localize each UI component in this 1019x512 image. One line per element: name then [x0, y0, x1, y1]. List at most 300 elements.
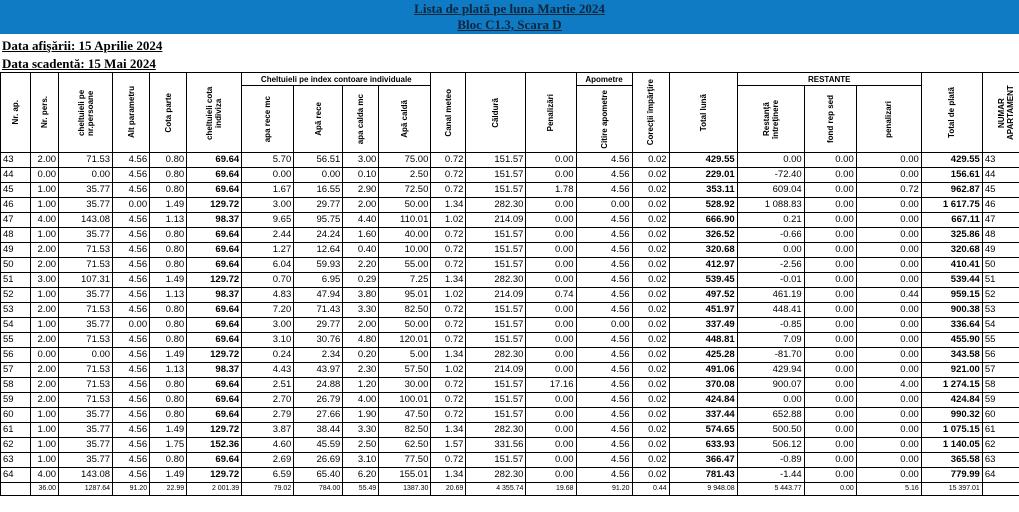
- table-cell: 667.11: [921, 213, 982, 228]
- table-cell: 57: [982, 363, 1019, 378]
- table-cell: 0.00: [526, 393, 576, 408]
- column-header: [31, 73, 59, 153]
- table-cell: 71.53: [59, 258, 113, 273]
- table-cell: 44: [982, 168, 1019, 183]
- table-cell: 0.80: [150, 408, 187, 423]
- column-header-label: apa calda mc: [356, 93, 366, 145]
- table-cell: 0.00: [856, 453, 921, 468]
- table-cell: 4.56: [113, 183, 150, 198]
- table-cell: 1 274.15: [921, 378, 982, 393]
- table-cell: 4.56: [576, 348, 632, 363]
- table-cell: 0.80: [150, 303, 187, 318]
- table-cell: 4.80: [343, 333, 379, 348]
- table-cell: 61: [1, 423, 31, 438]
- table-cell: 71.53: [59, 333, 113, 348]
- table-cell: 4.00: [343, 393, 379, 408]
- table-cell: 1.49: [150, 468, 187, 483]
- table-cell: 1.13: [150, 363, 187, 378]
- table-cell: 16.55: [294, 183, 343, 198]
- table-cell: 0.74: [526, 288, 576, 303]
- table-cell: 48: [1, 228, 31, 243]
- table-cell: 71.53: [59, 393, 113, 408]
- table-cell: 3.30: [343, 423, 379, 438]
- table-cell: 497.52: [669, 288, 737, 303]
- table-cell: 6.95: [294, 273, 343, 288]
- table-cell: 50.00: [379, 198, 431, 213]
- page-subtitle: Bloc C1.3, Scara D: [457, 17, 562, 32]
- table-cell: 0.00: [242, 168, 294, 183]
- table-cell: 0.20: [343, 348, 379, 363]
- table-cell: 539.44: [921, 273, 982, 288]
- table-cell: 282.30: [466, 348, 526, 363]
- table-cell: 95.75: [294, 213, 343, 228]
- table-cell: 45.59: [294, 438, 343, 453]
- table-cell: 40.00: [379, 228, 431, 243]
- table-cell: 107.31: [59, 273, 113, 288]
- table-cell: 4.00: [31, 468, 59, 483]
- table-cell: 0.00: [576, 318, 632, 333]
- table-cell: 0.72: [431, 228, 466, 243]
- total-cell: 20.69: [431, 483, 466, 496]
- table-cell: 0.02: [632, 453, 669, 468]
- table-row: [1, 303, 1019, 318]
- table-cell: -0.85: [737, 318, 804, 333]
- table-cell: 4.56: [113, 243, 150, 258]
- table-cell: 1.00: [31, 198, 59, 213]
- table-cell: 779.99: [921, 468, 982, 483]
- table-cell: 0.00: [856, 198, 921, 213]
- table-cell: 4.56: [113, 348, 150, 363]
- table-cell: 539.45: [669, 273, 737, 288]
- total-cell: 91.20: [113, 483, 150, 496]
- table-cell: 69.64: [187, 153, 242, 168]
- table-cell: 129.72: [187, 198, 242, 213]
- column-header-label: cheltuieli pe nr.persoane: [76, 89, 95, 136]
- table-cell: 0.10: [343, 168, 379, 183]
- table-cell: 5.00: [379, 348, 431, 363]
- column-header-label: Corecţii împărţire: [646, 79, 656, 146]
- table-cell: 69.64: [187, 393, 242, 408]
- table-cell: 54: [1, 318, 31, 333]
- table-cell: 64: [982, 468, 1019, 483]
- table-cell: 24.88: [294, 378, 343, 393]
- payment-table: [0, 72, 1019, 496]
- table-cell: 17.16: [526, 378, 576, 393]
- table-cell: 71.53: [59, 378, 113, 393]
- table-row: [1, 438, 1019, 453]
- table-cell: 98.37: [187, 288, 242, 303]
- due-date: Data scadentă: 15 Mai 2024: [2, 56, 156, 71]
- column-header: [379, 86, 431, 153]
- table-cell: 0.00: [804, 168, 856, 183]
- table-cell: 1.34: [431, 348, 466, 363]
- table-cell: 0.00: [856, 423, 921, 438]
- table-cell: 4.56: [576, 243, 632, 258]
- column-header-label: Apă caldă: [400, 100, 410, 138]
- table-cell: 4.56: [576, 333, 632, 348]
- table-cell: 666.90: [669, 213, 737, 228]
- total-cell: 1387.30: [379, 483, 431, 496]
- table-cell: 0.00: [856, 438, 921, 453]
- table-cell: 0.00: [526, 348, 576, 363]
- table-cell: 1 075.15: [921, 423, 982, 438]
- column-header-label: Restanţă întreţinere: [761, 99, 780, 139]
- table-cell: 1.02: [431, 363, 466, 378]
- table-cell: 0.00: [804, 438, 856, 453]
- table-cell: 35.77: [59, 408, 113, 423]
- table-cell: 282.30: [466, 423, 526, 438]
- table-cell: 4.56: [113, 468, 150, 483]
- table-cell: 2.00: [343, 198, 379, 213]
- table-cell: 0.02: [632, 258, 669, 273]
- table-cell: -72.40: [737, 168, 804, 183]
- table-cell: 0.72: [431, 153, 466, 168]
- table-cell: 0.00: [737, 393, 804, 408]
- table-cell: 53: [1, 303, 31, 318]
- table-cell: 29.77: [294, 318, 343, 333]
- table-cell: 100.01: [379, 393, 431, 408]
- column-header-label: Alt parametru: [126, 86, 136, 139]
- table-cell: 35.77: [59, 438, 113, 453]
- total-cell: 91.20: [576, 483, 632, 496]
- table-cell: 0.72: [431, 453, 466, 468]
- table-cell: 0.00: [526, 468, 576, 483]
- table-cell: 49: [1, 243, 31, 258]
- table-cell: 0.00: [856, 408, 921, 423]
- table-cell: 2.70: [242, 393, 294, 408]
- table-cell: 0.00: [526, 363, 576, 378]
- table-cell: 1.00: [31, 438, 59, 453]
- table-cell: 71.53: [59, 243, 113, 258]
- table-cell: 151.57: [466, 153, 526, 168]
- table-cell: 0.00: [804, 273, 856, 288]
- table-cell: 331.56: [466, 438, 526, 453]
- table-cell: 155.01: [379, 468, 431, 483]
- table-cell: 0.00: [59, 168, 113, 183]
- table-cell: 0.44: [856, 288, 921, 303]
- table-cell: 75.00: [379, 153, 431, 168]
- table-cell: 56: [982, 348, 1019, 363]
- table-cell: 3.00: [31, 273, 59, 288]
- column-header-label: Cota parte: [163, 92, 173, 133]
- table-cell: 12.64: [294, 243, 343, 258]
- table-cell: 62.50: [379, 438, 431, 453]
- table-cell: 1.49: [150, 348, 187, 363]
- table-cell: 50.00: [379, 318, 431, 333]
- table-cell: 0.00: [804, 393, 856, 408]
- table-row: [1, 468, 1019, 483]
- table-cell: 429.55: [921, 153, 982, 168]
- table-cell: 69.64: [187, 168, 242, 183]
- table-cell: 4.60: [242, 438, 294, 453]
- column-header: [343, 86, 379, 153]
- table-cell: 0.00: [59, 348, 113, 363]
- table-cell: 0.00: [804, 453, 856, 468]
- table-cell: 0.02: [632, 168, 669, 183]
- table-row: [1, 393, 1019, 408]
- table-cell: 0.72: [431, 258, 466, 273]
- total-cell: 22.99: [150, 483, 187, 496]
- table-cell: 27.66: [294, 408, 343, 423]
- table-cell: 58: [1, 378, 31, 393]
- table-row: [1, 348, 1019, 363]
- table-cell: 4.43: [242, 363, 294, 378]
- table-cell: 4.56: [576, 303, 632, 318]
- table-cell: 0.00: [526, 168, 576, 183]
- table-cell: 0.80: [150, 243, 187, 258]
- table-cell: 4.56: [113, 333, 150, 348]
- table-cell: 1.60: [343, 228, 379, 243]
- table-cell: 959.15: [921, 288, 982, 303]
- column-header: [113, 73, 150, 153]
- table-cell: 2.00: [31, 153, 59, 168]
- table-cell: 282.30: [466, 198, 526, 213]
- column-header-label: Citire apometre: [599, 89, 609, 149]
- table-cell: 1.00: [31, 408, 59, 423]
- table-cell: 65.40: [294, 468, 343, 483]
- table-cell: 461.19: [737, 288, 804, 303]
- table-cell: 4.56: [113, 258, 150, 273]
- table-cell: 69.64: [187, 453, 242, 468]
- column-header-label: Total de plată: [947, 87, 957, 138]
- table-cell: 1.00: [31, 183, 59, 198]
- table-cell: 69.64: [187, 228, 242, 243]
- table-cell: 35.77: [59, 288, 113, 303]
- table-cell: 1.49: [150, 273, 187, 288]
- table-cell: 1.49: [150, 423, 187, 438]
- table-cell: 6.59: [242, 468, 294, 483]
- table-cell: 4.00: [31, 213, 59, 228]
- table-cell: 143.08: [59, 213, 113, 228]
- table-cell: 7.20: [242, 303, 294, 318]
- table-cell: 1.20: [343, 378, 379, 393]
- table-cell: 0.00: [526, 243, 576, 258]
- table-cell: 0.00: [856, 318, 921, 333]
- table-cell: 30.00: [379, 378, 431, 393]
- table-cell: 151.57: [466, 258, 526, 273]
- table-cell: 24.24: [294, 228, 343, 243]
- totals-row: [1, 483, 1019, 496]
- table-cell: 95.01: [379, 288, 431, 303]
- table-cell: 0.00: [576, 198, 632, 213]
- table-cell: 59: [982, 393, 1019, 408]
- table-cell: 652.88: [737, 408, 804, 423]
- table-cell: 45: [982, 183, 1019, 198]
- table-cell: 320.68: [669, 243, 737, 258]
- table-cell: 0.00: [804, 183, 856, 198]
- table-cell: 990.32: [921, 408, 982, 423]
- table-row: [1, 318, 1019, 333]
- table-cell: 2.00: [343, 318, 379, 333]
- table-cell: 2.00: [31, 303, 59, 318]
- table-cell: 143.08: [59, 468, 113, 483]
- table-cell: 528.92: [669, 198, 737, 213]
- table-cell: 2.00: [31, 378, 59, 393]
- column-header-label: Nr. ap.: [11, 100, 20, 125]
- total-cell: 79.02: [242, 483, 294, 496]
- table-cell: 2.44: [242, 228, 294, 243]
- table-cell: 1.02: [431, 213, 466, 228]
- column-header: [187, 73, 242, 153]
- table-cell: 60: [1, 408, 31, 423]
- table-cell: 4.56: [576, 363, 632, 378]
- table-cell: 4.56: [113, 288, 150, 303]
- column-header: [1, 73, 31, 153]
- table-cell: 63: [982, 453, 1019, 468]
- table-cell: 0.00: [526, 438, 576, 453]
- column-header-label: Apă rece: [313, 102, 323, 136]
- column-header-label: NUMAR APARTAMENT: [996, 85, 1015, 140]
- table-cell: 82.50: [379, 423, 431, 438]
- total-cell: 0.44: [632, 483, 669, 496]
- table-cell: 3.10: [242, 333, 294, 348]
- table-cell: 156.61: [921, 168, 982, 183]
- table-cell: 4.40: [343, 213, 379, 228]
- table-cell: 29.77: [294, 198, 343, 213]
- table-cell: 900.38: [921, 303, 982, 318]
- table-cell: 0.00: [526, 198, 576, 213]
- table-cell: 1 140.05: [921, 438, 982, 453]
- table-cell: 51: [1, 273, 31, 288]
- total-cell: 784.00: [294, 483, 343, 496]
- table-row: [1, 198, 1019, 213]
- table-cell: 0.00: [31, 168, 59, 183]
- table-cell: 4.56: [113, 303, 150, 318]
- table-cell: 0.02: [632, 363, 669, 378]
- table-cell: 0.00: [804, 288, 856, 303]
- table-cell: 61: [982, 423, 1019, 438]
- table-cell: -0.66: [737, 228, 804, 243]
- table-cell: 506.12: [737, 438, 804, 453]
- title-banner: [0, 0, 1019, 34]
- column-header-label: fond rep sed: [825, 94, 835, 143]
- table-row: [1, 288, 1019, 303]
- table-cell: 282.30: [466, 273, 526, 288]
- table-cell: 366.47: [669, 453, 737, 468]
- table-cell: 151.57: [466, 168, 526, 183]
- table-cell: 0.80: [150, 183, 187, 198]
- table-cell: 0.70: [242, 273, 294, 288]
- table-cell: 4.56: [113, 438, 150, 453]
- table-cell: 0.00: [856, 468, 921, 483]
- column-header: [242, 86, 294, 153]
- table-cell: 26.79: [294, 393, 343, 408]
- column-header: [431, 73, 466, 153]
- table-cell: 0.00: [804, 423, 856, 438]
- table-cell: 71.43: [294, 303, 343, 318]
- total-cell: 5.16: [856, 483, 921, 496]
- table-cell: 2.00: [31, 243, 59, 258]
- table-cell: 0.02: [632, 378, 669, 393]
- table-cell: 4.56: [113, 273, 150, 288]
- table-cell: 47.94: [294, 288, 343, 303]
- column-header: [632, 73, 669, 153]
- table-cell: 0.02: [632, 468, 669, 483]
- table-cell: 69.64: [187, 333, 242, 348]
- table-cell: 7.25: [379, 273, 431, 288]
- table-cell: 0.00: [856, 303, 921, 318]
- column-header: [526, 73, 576, 153]
- table-cell: 2.34: [294, 348, 343, 363]
- table-cell: 2.30: [343, 363, 379, 378]
- table-row: [1, 228, 1019, 243]
- table-cell: 6.20: [343, 468, 379, 483]
- total-cell: 5 443.77: [737, 483, 804, 496]
- table-cell: 3.30: [343, 303, 379, 318]
- table-cell: 57.50: [379, 363, 431, 378]
- table-cell: 0.72: [431, 378, 466, 393]
- table-cell: 455.90: [921, 333, 982, 348]
- column-header: [294, 86, 343, 153]
- table-cell: 0.00: [804, 213, 856, 228]
- table-cell: 0.72: [431, 333, 466, 348]
- table-cell: 2.00: [31, 333, 59, 348]
- table-cell: 4.56: [576, 438, 632, 453]
- table-row: [1, 363, 1019, 378]
- table-cell: 58: [982, 378, 1019, 393]
- display-date: Data afişării: 15 Aprilie 2024: [2, 38, 163, 53]
- table-cell: 82.50: [379, 303, 431, 318]
- table-cell: 1.75: [150, 438, 187, 453]
- table-cell: 3.00: [242, 318, 294, 333]
- table-cell: 151.57: [466, 228, 526, 243]
- table-cell: 0.00: [113, 318, 150, 333]
- table-cell: 56: [1, 348, 31, 363]
- table-cell: 0.00: [526, 213, 576, 228]
- table-cell: 4.83: [242, 288, 294, 303]
- table-row: [1, 213, 1019, 228]
- column-header-label: apa rece mc: [263, 95, 273, 143]
- table-cell: 0.80: [150, 333, 187, 348]
- table-cell: 53: [982, 303, 1019, 318]
- table-cell: 0.02: [632, 393, 669, 408]
- table-cell: 6.04: [242, 258, 294, 273]
- table-cell: 0.00: [856, 393, 921, 408]
- table-cell: 69.64: [187, 318, 242, 333]
- table-cell: 110.01: [379, 213, 431, 228]
- table-cell: 4.56: [576, 213, 632, 228]
- table-cell: 52: [982, 288, 1019, 303]
- table-cell: 43: [1, 153, 31, 168]
- table-cell: 451.97: [669, 303, 737, 318]
- table-cell: 0.00: [294, 168, 343, 183]
- table-cell: 448.41: [737, 303, 804, 318]
- table-cell: 781.43: [669, 468, 737, 483]
- table-cell: 214.09: [466, 288, 526, 303]
- table-cell: 151.57: [466, 333, 526, 348]
- table-cell: 35.77: [59, 183, 113, 198]
- table-cell: 410.41: [921, 258, 982, 273]
- table-cell: 1.13: [150, 288, 187, 303]
- column-header: [59, 73, 113, 153]
- table-cell: 0.00: [856, 243, 921, 258]
- table-cell: 38.44: [294, 423, 343, 438]
- table-cell: 0.02: [632, 153, 669, 168]
- table-cell: 69.64: [187, 243, 242, 258]
- table-cell: 4.56: [576, 273, 632, 288]
- table-cell: 1.34: [431, 468, 466, 483]
- table-cell: -1.44: [737, 468, 804, 483]
- table-cell: 0.00: [804, 258, 856, 273]
- table-cell: 26.69: [294, 453, 343, 468]
- table-cell: 412.97: [669, 258, 737, 273]
- table-cell: 0.02: [632, 183, 669, 198]
- table-cell: 151.57: [466, 393, 526, 408]
- table-cell: 424.84: [921, 393, 982, 408]
- table-cell: 4.56: [576, 228, 632, 243]
- table-cell: 0.00: [804, 243, 856, 258]
- table-cell: 337.44: [669, 408, 737, 423]
